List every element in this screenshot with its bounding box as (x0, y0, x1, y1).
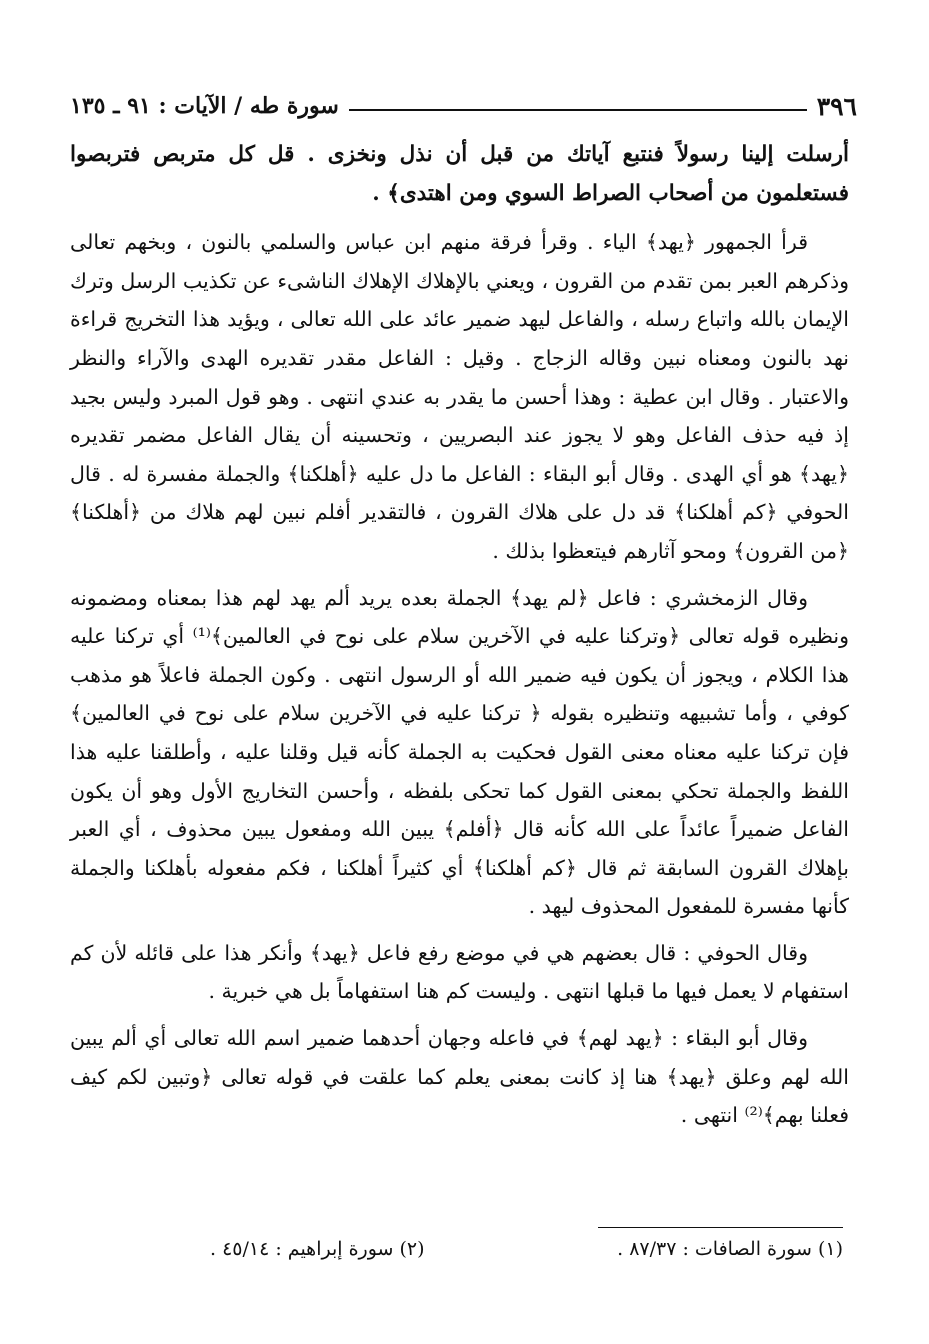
text-line: تعالى وذكرهم العبر بمن تقدم من القرون ، ويعني بالإهلاك الإهلاك الناشىء عن تكذيب (70, 230, 849, 293)
text-line: وقال أبو البقاء : ﴿يهد لهم﴾ في فاعله وجهان أحدهما ضمير اسم الله تعالى أي ألم (103, 1026, 808, 1051)
text-line: نوح في العالمين﴾ فإن تركنا عليه معناه معنى القول فحكيت به الجملة كأنه قيل وقلنا عليه ، (70, 701, 850, 764)
text-line: لأن كم استفهام لا يعمل فيها ما قبلها انتهى . وليست كم هنا استفهاماً بل هي خبرية . (70, 940, 849, 1004)
paragraph-3 (70, 934, 849, 1011)
page-number: ٣٩٦ (816, 91, 857, 121)
paragraph-4 (70, 1019, 849, 1135)
text-line: الرسل وترك الإيمان بالله واتباع رسله ، والفاعل ليهد ضمير عائد على الله تعالى ، ويؤيد هذا (70, 268, 850, 332)
footnotes (210, 1238, 843, 1260)
text-line: ومضمونه ونظيره قوله تعالى ﴿وتركنا عليه في الآخرين سلام على نوح في العالمين﴾⁽¹⁾ أي (70, 585, 850, 649)
text-line: والجملة مفسرة له . قال الحوفي ﴿كم أهلكنا﴾ قد دل على هلاك القرون ، فالتقدير أفلم (70, 461, 849, 525)
text-line: يبين الله لهم وعلق ﴿يهد﴾ هنا إذ كانت بمعنى يعلم كما علقت في قوله تعالى ﴿وتبين لكم (70, 1026, 849, 1089)
text-line: محذوف ، أي العبر بإهلاك القرون السابقة ثم قال ﴿كم أهلكنا﴾ أي كثيراً أهلكنا ، فكم (70, 817, 849, 880)
text-line: وقال الزمخشري : فاعل ﴿لم يهد﴾ الجملة بعده يريد ألم يهد لهم هذا بمعناه (147, 585, 808, 610)
footnote-2: (٢) سورة إبراهيم : ٤٥/١٤ . (210, 1238, 425, 1260)
paragraph-2 (70, 579, 849, 926)
text-line: تركنا عليه هذا الكلام ، ويجوز أن يكون فيه ضمير الله أو الرسول انتهى . وكون الجملة (70, 624, 849, 687)
footnote-1: (١) سورة الصافات : ٨٧/٣٧ . (617, 1238, 843, 1260)
text-line: وأطلقنا عليه هذا اللفظ والجملة تحكي بمعنى القول كما تحكى بلفظه ، وأحسن التخاريج (70, 739, 850, 803)
text-line: مفعوله بأهلكنا والجملة كأنها مفسرة للمفعول المحذوف ليهد . (70, 855, 849, 919)
text-line: الأول وهو أن يكون الفاعل ضميراً عائداً على الله كأنه قال ﴿أفلم﴾ يبين الله ومفعول يبين (70, 778, 849, 842)
page-header (70, 88, 857, 124)
text-line: والآراء والنظر والاعتبار . وقال ابن عطية : وهذا أحسن ما يقدر به عندي انتهى . وهو قول (70, 345, 849, 409)
footnote-rule (598, 1227, 843, 1228)
text-line: قرأ الجمهور ﴿يهد﴾ الياء . وقرأ فرقة منهم ابن عباس والسلمي بالنون ، وبخهم (115, 230, 808, 255)
text-line: فاعلاً هو مذهب كوفي ، وأما تشبيهه وتنظيره بقوله ﴿ تركنا عليه في الآخرين سلام على (70, 662, 849, 726)
text-line: الفاعل مضمر تقديره ﴿يهد﴾ هو أي الهدى . وقال أبو البقاء : الفاعل ما دل عليه ﴿أهلكنا﴾ (70, 423, 849, 486)
text-line: نبين لهم هلاك من ﴿أهلكنا﴾ ﴿من القرون﴾ ومحو آثارهم فيتعظوا بذلك . (70, 500, 849, 563)
text-line: المبرد وليس بجيد إذ فيه حذف الفاعل وهو لا يجوز عند البصريين ، وتحسينه أن يقال (70, 384, 849, 448)
text-line: وقال الحوفي : قال بعضهم هي في موضع رفع فاعل ﴿يهد﴾ وأنكر هذا على قائله (127, 940, 809, 965)
verse-line-2: أصحاب الصراط السوي ومن اهتدى﴾ . (372, 180, 714, 206)
text-line: التخريج قراءة نهد بالنون ومعناه نبين وقاله الزجاج . وقيل : الفاعل مقدر تقديره الهدى (70, 307, 849, 370)
paragraph-1 (70, 223, 849, 570)
quran-verse (70, 136, 849, 213)
running-title: سورة طه / الآيات : ٩١ ـ ١٣٥ (70, 93, 339, 119)
verse-line-1: أرسلت إلينا رسولاً فنتبع آياتك من قبل أن نذل ونخزى . قل كل متربص فتربصوا فستعلمون من (70, 142, 849, 206)
header-rule (349, 109, 807, 111)
text-line: كيف فعلنا بهم﴾⁽²⁾ انتهى . (70, 1064, 849, 1128)
main-text (70, 136, 849, 1135)
